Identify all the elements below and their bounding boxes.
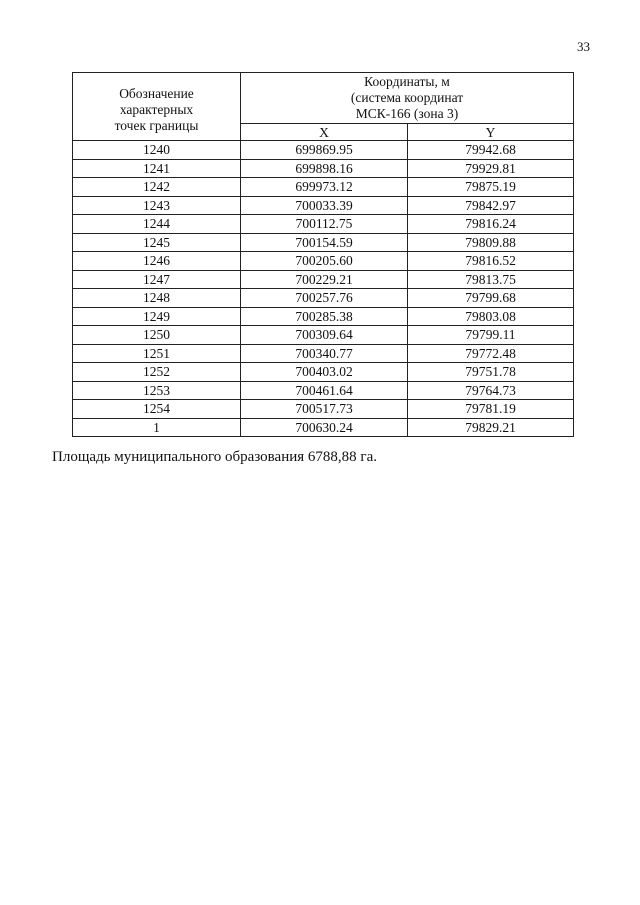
point-cell: 1251 [73,344,241,363]
page-number: 33 [577,39,590,54]
point-cell: 1242 [73,178,241,197]
y-cell: 79751.78 [408,363,574,382]
table-row [73,159,574,178]
y-cell: 79813.75 [408,270,574,289]
header-point-designation: Обозначение характерных точек границы [73,73,241,141]
table-row [73,363,574,382]
coordinates-table [72,72,574,437]
x-cell: 700154.59 [241,233,408,252]
point-cell: 1240 [73,141,241,160]
point-cell: 1254 [73,400,241,419]
x-cell: 699898.16 [241,159,408,178]
point-cell: 1253 [73,381,241,400]
point-cell: 1249 [73,307,241,326]
x-cell: 700257.76 [241,289,408,308]
x-cell: 700112.75 [241,215,408,234]
coordinates-table-body [73,141,574,437]
table-row [73,400,574,419]
y-cell: 79816.52 [408,252,574,271]
table-row [73,141,574,160]
x-cell: 699869.95 [241,141,408,160]
point-cell: 1250 [73,326,241,345]
point-cell: 1 [73,418,241,437]
x-cell: 700340.77 [241,344,408,363]
table-row [73,252,574,271]
x-cell: 700461.64 [241,381,408,400]
header-y: Y [408,124,574,141]
table-row [73,289,574,308]
y-cell: 79929.81 [408,159,574,178]
x-cell: 700285.38 [241,307,408,326]
header-x: X [241,124,408,141]
y-cell: 79875.19 [408,178,574,197]
point-cell: 1241 [73,159,241,178]
y-cell: 79799.68 [408,289,574,308]
x-cell: 700403.02 [241,363,408,382]
point-cell: 1244 [73,215,241,234]
table-row [73,270,574,289]
y-cell: 79781.19 [408,400,574,419]
y-cell: 79799.11 [408,326,574,345]
y-cell: 79772.48 [408,344,574,363]
x-cell: 700630.24 [241,418,408,437]
x-cell: 700033.39 [241,196,408,215]
x-cell: 700517.73 [241,400,408,419]
y-cell: 79803.08 [408,307,574,326]
point-cell: 1248 [73,289,241,308]
table-row [73,381,574,400]
table-row [73,178,574,197]
y-cell: 79942.68 [408,141,574,160]
point-cell: 1252 [73,363,241,382]
point-cell: 1243 [73,196,241,215]
point-cell: 1247 [73,270,241,289]
x-cell: 700205.60 [241,252,408,271]
table-row [73,418,574,437]
municipal-area-text: Площадь муниципального образования 6788,88 га. [52,449,377,465]
point-cell: 1245 [73,233,241,252]
y-cell: 79842.97 [408,196,574,215]
x-cell: 699973.12 [241,178,408,197]
header-coordinates: Координаты, м (система координат МСК-166 (зона 3) [241,73,574,124]
point-cell: 1246 [73,252,241,271]
table-row [73,326,574,345]
table-row [73,344,574,363]
table-row [73,233,574,252]
table-row [73,307,574,326]
y-cell: 79816.24 [408,215,574,234]
table-row [73,196,574,215]
table-row [73,215,574,234]
y-cell: 79809.88 [408,233,574,252]
y-cell: 79829.21 [408,418,574,437]
y-cell: 79764.73 [408,381,574,400]
x-cell: 700309.64 [241,326,408,345]
x-cell: 700229.21 [241,270,408,289]
